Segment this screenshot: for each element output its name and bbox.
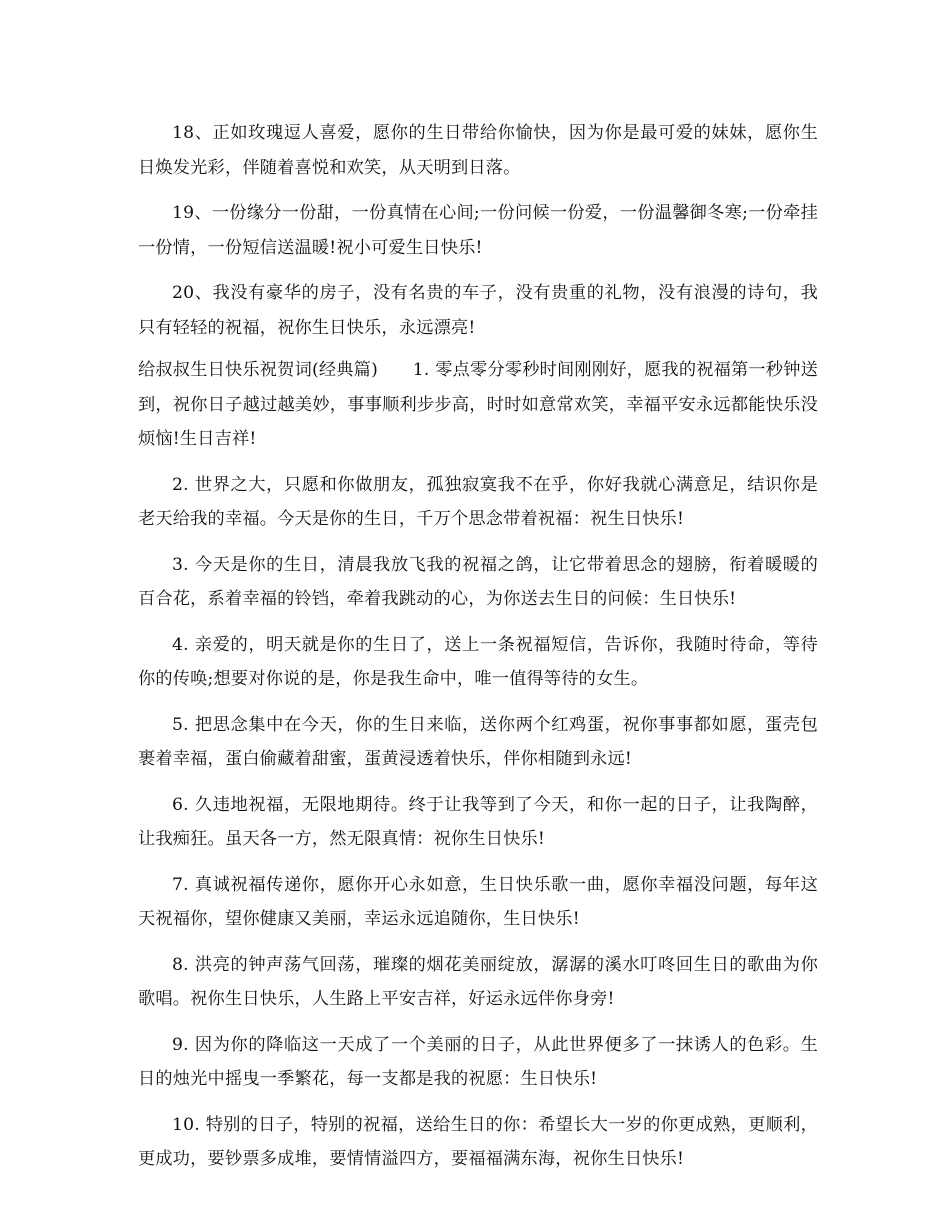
paragraph-4: 4. 亲爱的，明天就是你的生日了，送上一条祝福短信，告诉你，我随时待命，等待你的传唤;想要对你说的是，你是我生命中，唯一值得等待的女生。 (138, 634, 818, 689)
document-page (138, 116, 818, 1188)
paragraph-18: 18、正如玫瑰逗人喜爱，愿你的生日带给你愉快，因为你是最可爱的妹妹，愿你生日焕发光彩，伴随着喜悦和欢笑，从天明到日落。 (138, 123, 818, 178)
paragraph-19: 19、一份缘分一份甜，一份真情在心间;一份问候一份爱，一份温馨御冬寒;一份牵挂一份情，一份短信送温暖!祝小可爱生日快乐! (138, 203, 818, 258)
paragraph-20: 20、我没有豪华的房子，没有名贵的车子，没有贵重的礼物，没有浪漫的诗句，我只有轻轻的祝福，祝你生日快乐，永远漂亮! (138, 283, 818, 338)
paragraph-5: 5. 把思念集中在今天，你的生日来临，送你两个红鸡蛋，祝你事事都如愿，蛋壳包裹着幸福，蛋白偷藏着甜蜜，蛋黄浸透着快乐，伴你相随到永远! (138, 714, 818, 769)
paragraph-9: 9. 因为你的降临这一天成了一个美丽的日子，从此世界便多了一抹诱人的色彩。生日的烛光中摇曳一季繁花，每一支都是我的祝愿：生日快乐! (138, 1034, 818, 1089)
paragraph-10: 10. 特别的日子，特别的祝福，送给生日的你：希望长大一岁的你更成熟，更顺利，更成功，要钞票多成堆，要情情溢四方，要福福满东海，祝你生日快乐! (138, 1114, 818, 1169)
paragraph-8: 8. 洪亮的钟声荡气回荡，璀璨的烟花美丽绽放，潺潺的溪水叮咚回生日的歌曲为你歌唱。祝你生日快乐，人生路上平安吉祥，好运永远伴你身旁! (138, 954, 818, 1009)
section-heading-paragraph: 给叔叔生日快乐祝贺词(经典篇) 1. 零点零分零秒时间刚刚好，愿我的祝福第一秒钟送到，祝你日子越过越美妙，事事顺利步步高，时时如意常欢笑，幸福平安永远都能快乐没烦恼!生日吉祥! (138, 360, 818, 449)
paragraph-2: 2. 世界之大，只愿和你做朋友，孤独寂寞我不在乎，你好我就心满意足，结识你是老天给我的幸福。今天是你的生日，千万个思念带着祝福：祝生日快乐! (138, 474, 818, 529)
paragraph-3: 3. 今天是你的生日，清晨我放飞我的祝福之鸽，让它带着思念的翅膀，衔着暖暖的百合花，系着幸福的铃铛，牵着我跳动的心，为你送去生日的问候：生日快乐! (138, 554, 818, 609)
paragraph-7: 7. 真诚祝福传递你，愿你开心永如意，生日快乐歌一曲，愿你幸福没问题，每年这天祝福你，望你健康又美丽，幸运永远追随你，生日快乐! (138, 874, 818, 929)
paragraph-6: 6. 久违地祝福，无限地期待。终于让我等到了今天，和你一起的日子，让我陶醉，让我痴狂。虽天各一方，然无限真情：祝你生日快乐! (138, 794, 818, 849)
